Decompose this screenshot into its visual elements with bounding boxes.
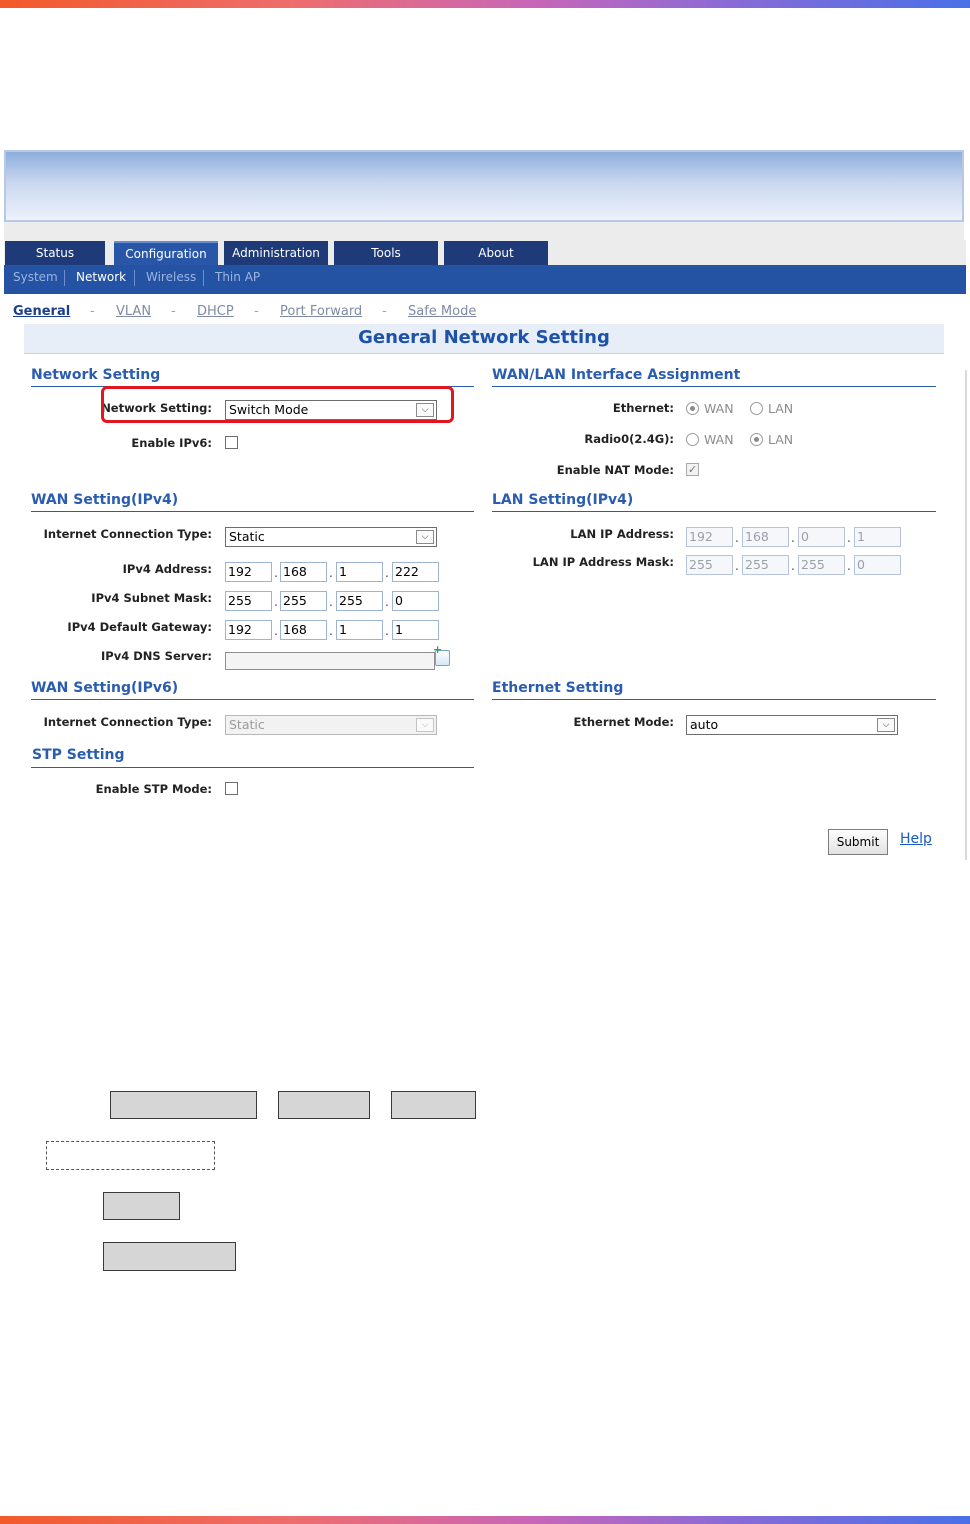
pagenav-vlan[interactable]: VLAN	[116, 304, 152, 319]
submit-button[interactable]: Submit	[828, 829, 888, 855]
pagenav-separator: -	[171, 304, 176, 319]
lan-mask-octet-2[interactable]: 255	[742, 555, 789, 575]
enable-stp-checkbox[interactable]	[225, 782, 238, 795]
ipv4-address-octet-1[interactable]: 192	[225, 562, 272, 582]
lan-mask-octet-4[interactable]: 0	[854, 555, 901, 575]
octet-dot: .	[735, 531, 739, 545]
enable-stp-label: Enable STP Mode:	[95, 782, 212, 796]
sub-navigation	[4, 265, 966, 294]
tab-tools[interactable]: Tools	[334, 241, 438, 266]
bottom-gradient-bar	[0, 1516, 970, 1524]
add-entry-icon[interactable]	[435, 650, 450, 666]
section-divider	[31, 767, 474, 768]
gateway-octet-2[interactable]: 168	[280, 620, 327, 640]
tab-administration[interactable]: Administration	[224, 241, 328, 266]
gateway-octet-3[interactable]: 1	[336, 620, 383, 640]
enable-ipv6-checkbox[interactable]	[225, 436, 238, 449]
ipv4-address-octet-4[interactable]: 222	[392, 562, 439, 582]
lan-ip-octet-2[interactable]: 168	[742, 527, 789, 547]
dns-server-label: IPv4 DNS Server:	[101, 649, 212, 663]
section-title-wan-ipv6: WAN Setting(IPv6)	[31, 680, 179, 696]
subnav-divider	[134, 270, 135, 286]
ethernet-mode-value: auto	[690, 717, 719, 732]
highlight-callout	[101, 386, 454, 423]
radio-lan-label: LAN	[768, 432, 794, 447]
section-title-stp: STP Setting	[32, 747, 125, 763]
placeholder-box	[110, 1091, 257, 1119]
subnet-mask-octet-3[interactable]: 255	[336, 591, 383, 611]
gateway-octet-4[interactable]: 1	[392, 620, 439, 640]
radio-wan-label: WAN	[704, 432, 734, 447]
octet-dot: .	[791, 559, 795, 573]
octet-dot: .	[329, 624, 333, 638]
octet-dot: .	[329, 566, 333, 580]
pagenav-port-forward[interactable]: Port Forward	[280, 304, 363, 319]
ethernet-lan-radio[interactable]	[750, 402, 763, 415]
subnet-mask-octet-1[interactable]: 255	[225, 591, 272, 611]
banner-gap	[4, 222, 964, 240]
subnav-divider	[64, 270, 65, 286]
wan-ipv4-conn-type-label: Internet Connection Type:	[43, 527, 212, 541]
placeholder-box	[103, 1192, 180, 1220]
gateway-label: IPv4 Default Gateway:	[67, 620, 212, 634]
octet-dot: .	[329, 595, 333, 609]
lan-mask-octet-1[interactable]: 255	[686, 555, 733, 575]
page-navigation	[4, 300, 966, 322]
placeholder-box	[391, 1091, 476, 1119]
network-setting-value: Switch Mode	[229, 402, 309, 417]
dashed-placeholder-box	[46, 1141, 215, 1170]
subnav-thin-ap[interactable]: Thin AP	[215, 270, 261, 284]
lan-ip-octet-4[interactable]: 1	[854, 527, 901, 547]
ethernet-mode-label: Ethernet Mode:	[573, 715, 674, 729]
pagenav-separator: -	[254, 304, 259, 319]
pagenav-dhcp[interactable]: DHCP	[197, 304, 234, 319]
subnet-mask-octet-2[interactable]: 255	[280, 591, 327, 611]
page-title: General Network Setting	[358, 327, 610, 348]
pagenav-general[interactable]: General	[13, 304, 71, 319]
pagenav-separator: -	[90, 304, 95, 319]
chevron-down-icon: ⌵	[416, 530, 434, 544]
section-divider	[31, 699, 474, 700]
octet-dot: .	[385, 566, 389, 580]
radio-lan-radio[interactable]	[750, 433, 763, 446]
ethernet-wan-radio[interactable]	[686, 402, 699, 415]
ethernet-assignment-label: Ethernet:	[612, 401, 674, 415]
section-divider	[31, 511, 474, 512]
section-title-lan-ipv4: LAN Setting(IPv4)	[492, 492, 634, 508]
lan-ip-label: LAN IP Address:	[570, 527, 674, 541]
section-divider	[492, 699, 936, 700]
subnet-mask-label: IPv4 Subnet Mask:	[91, 591, 212, 605]
wan-ipv4-conn-type-select[interactable]	[225, 527, 437, 547]
tab-about[interactable]: About	[444, 241, 548, 266]
octet-dot: .	[847, 531, 851, 545]
octet-dot: .	[274, 595, 278, 609]
radio-assignment-label: Radio0(2.4G):	[584, 432, 674, 446]
radio-wan-radio[interactable]	[686, 433, 699, 446]
section-title-wan-lan-assignment: WAN/LAN Interface Assignment	[492, 367, 741, 383]
check-icon: ✓	[687, 463, 698, 476]
top-gradient-bar	[0, 0, 970, 8]
tab-status[interactable]: Status	[5, 241, 105, 266]
chevron-down-icon: ⌵	[416, 718, 434, 732]
subnav-divider	[203, 270, 204, 286]
enable-ipv6-label: Enable IPv6:	[131, 436, 212, 450]
octet-dot: .	[847, 559, 851, 573]
chevron-down-icon: ⌵	[416, 403, 434, 417]
help-link[interactable]: Help	[900, 831, 932, 847]
lan-ip-octet-1[interactable]: 192	[686, 527, 733, 547]
ipv4-address-octet-2[interactable]: 168	[280, 562, 327, 582]
section-title-ethernet-setting: Ethernet Setting	[492, 680, 624, 696]
octet-dot: .	[385, 595, 389, 609]
octet-dot: .	[274, 624, 278, 638]
section-title-network-setting: Network Setting	[31, 367, 161, 383]
lan-mask-octet-3[interactable]: 255	[798, 555, 845, 575]
wan-ipv6-conn-type-label: Internet Connection Type:	[43, 715, 212, 729]
octet-dot: .	[791, 531, 795, 545]
subnav-network[interactable]: Network	[76, 270, 127, 284]
header-banner	[4, 150, 964, 222]
chevron-down-icon: ⌵	[877, 718, 895, 732]
ethernet-lan-label: LAN	[768, 401, 794, 416]
wan-ipv6-conn-type-value: Static	[229, 717, 265, 732]
placeholder-box	[103, 1242, 236, 1271]
wan-ipv4-conn-type-value: Static	[229, 529, 265, 544]
gateway-octet-1[interactable]: 192	[225, 620, 272, 640]
network-setting-label: Network Setting:	[101, 401, 212, 415]
ipv4-address-octet-3[interactable]: 1	[336, 562, 383, 582]
octet-dot: .	[274, 566, 278, 580]
section-divider	[492, 511, 936, 512]
tab-configuration[interactable]: Configuration	[114, 241, 218, 266]
main-tabs	[4, 240, 966, 266]
ethernet-mode-select[interactable]	[686, 715, 898, 735]
nat-mode-label: Enable NAT Mode:	[556, 463, 674, 477]
subnav-wireless[interactable]: Wireless	[146, 270, 197, 284]
octet-dot: .	[385, 624, 389, 638]
pagenav-safe-mode[interactable]: Safe Mode	[408, 304, 477, 319]
pagenav-separator: -	[382, 304, 387, 319]
ethernet-wan-label: WAN	[704, 401, 734, 416]
section-title-wan-ipv4: WAN Setting(IPv4)	[31, 492, 179, 508]
subnav-system[interactable]: System	[13, 270, 58, 284]
lan-ip-octet-3[interactable]: 0	[798, 527, 845, 547]
section-divider	[492, 386, 936, 387]
wan-ipv6-conn-type-select[interactable]	[225, 715, 437, 735]
frame-edge	[965, 370, 967, 860]
ipv4-address-label: IPv4 Address:	[122, 562, 212, 576]
placeholder-box	[278, 1091, 370, 1119]
dns-server-input[interactable]	[225, 652, 435, 670]
lan-mask-label: LAN IP Address Mask:	[532, 555, 674, 569]
subnet-mask-octet-4[interactable]: 0	[392, 591, 439, 611]
router-config-screenshot	[4, 150, 966, 860]
nat-mode-checkbox[interactable]	[686, 463, 699, 476]
title-band	[24, 324, 944, 354]
octet-dot: .	[735, 559, 739, 573]
